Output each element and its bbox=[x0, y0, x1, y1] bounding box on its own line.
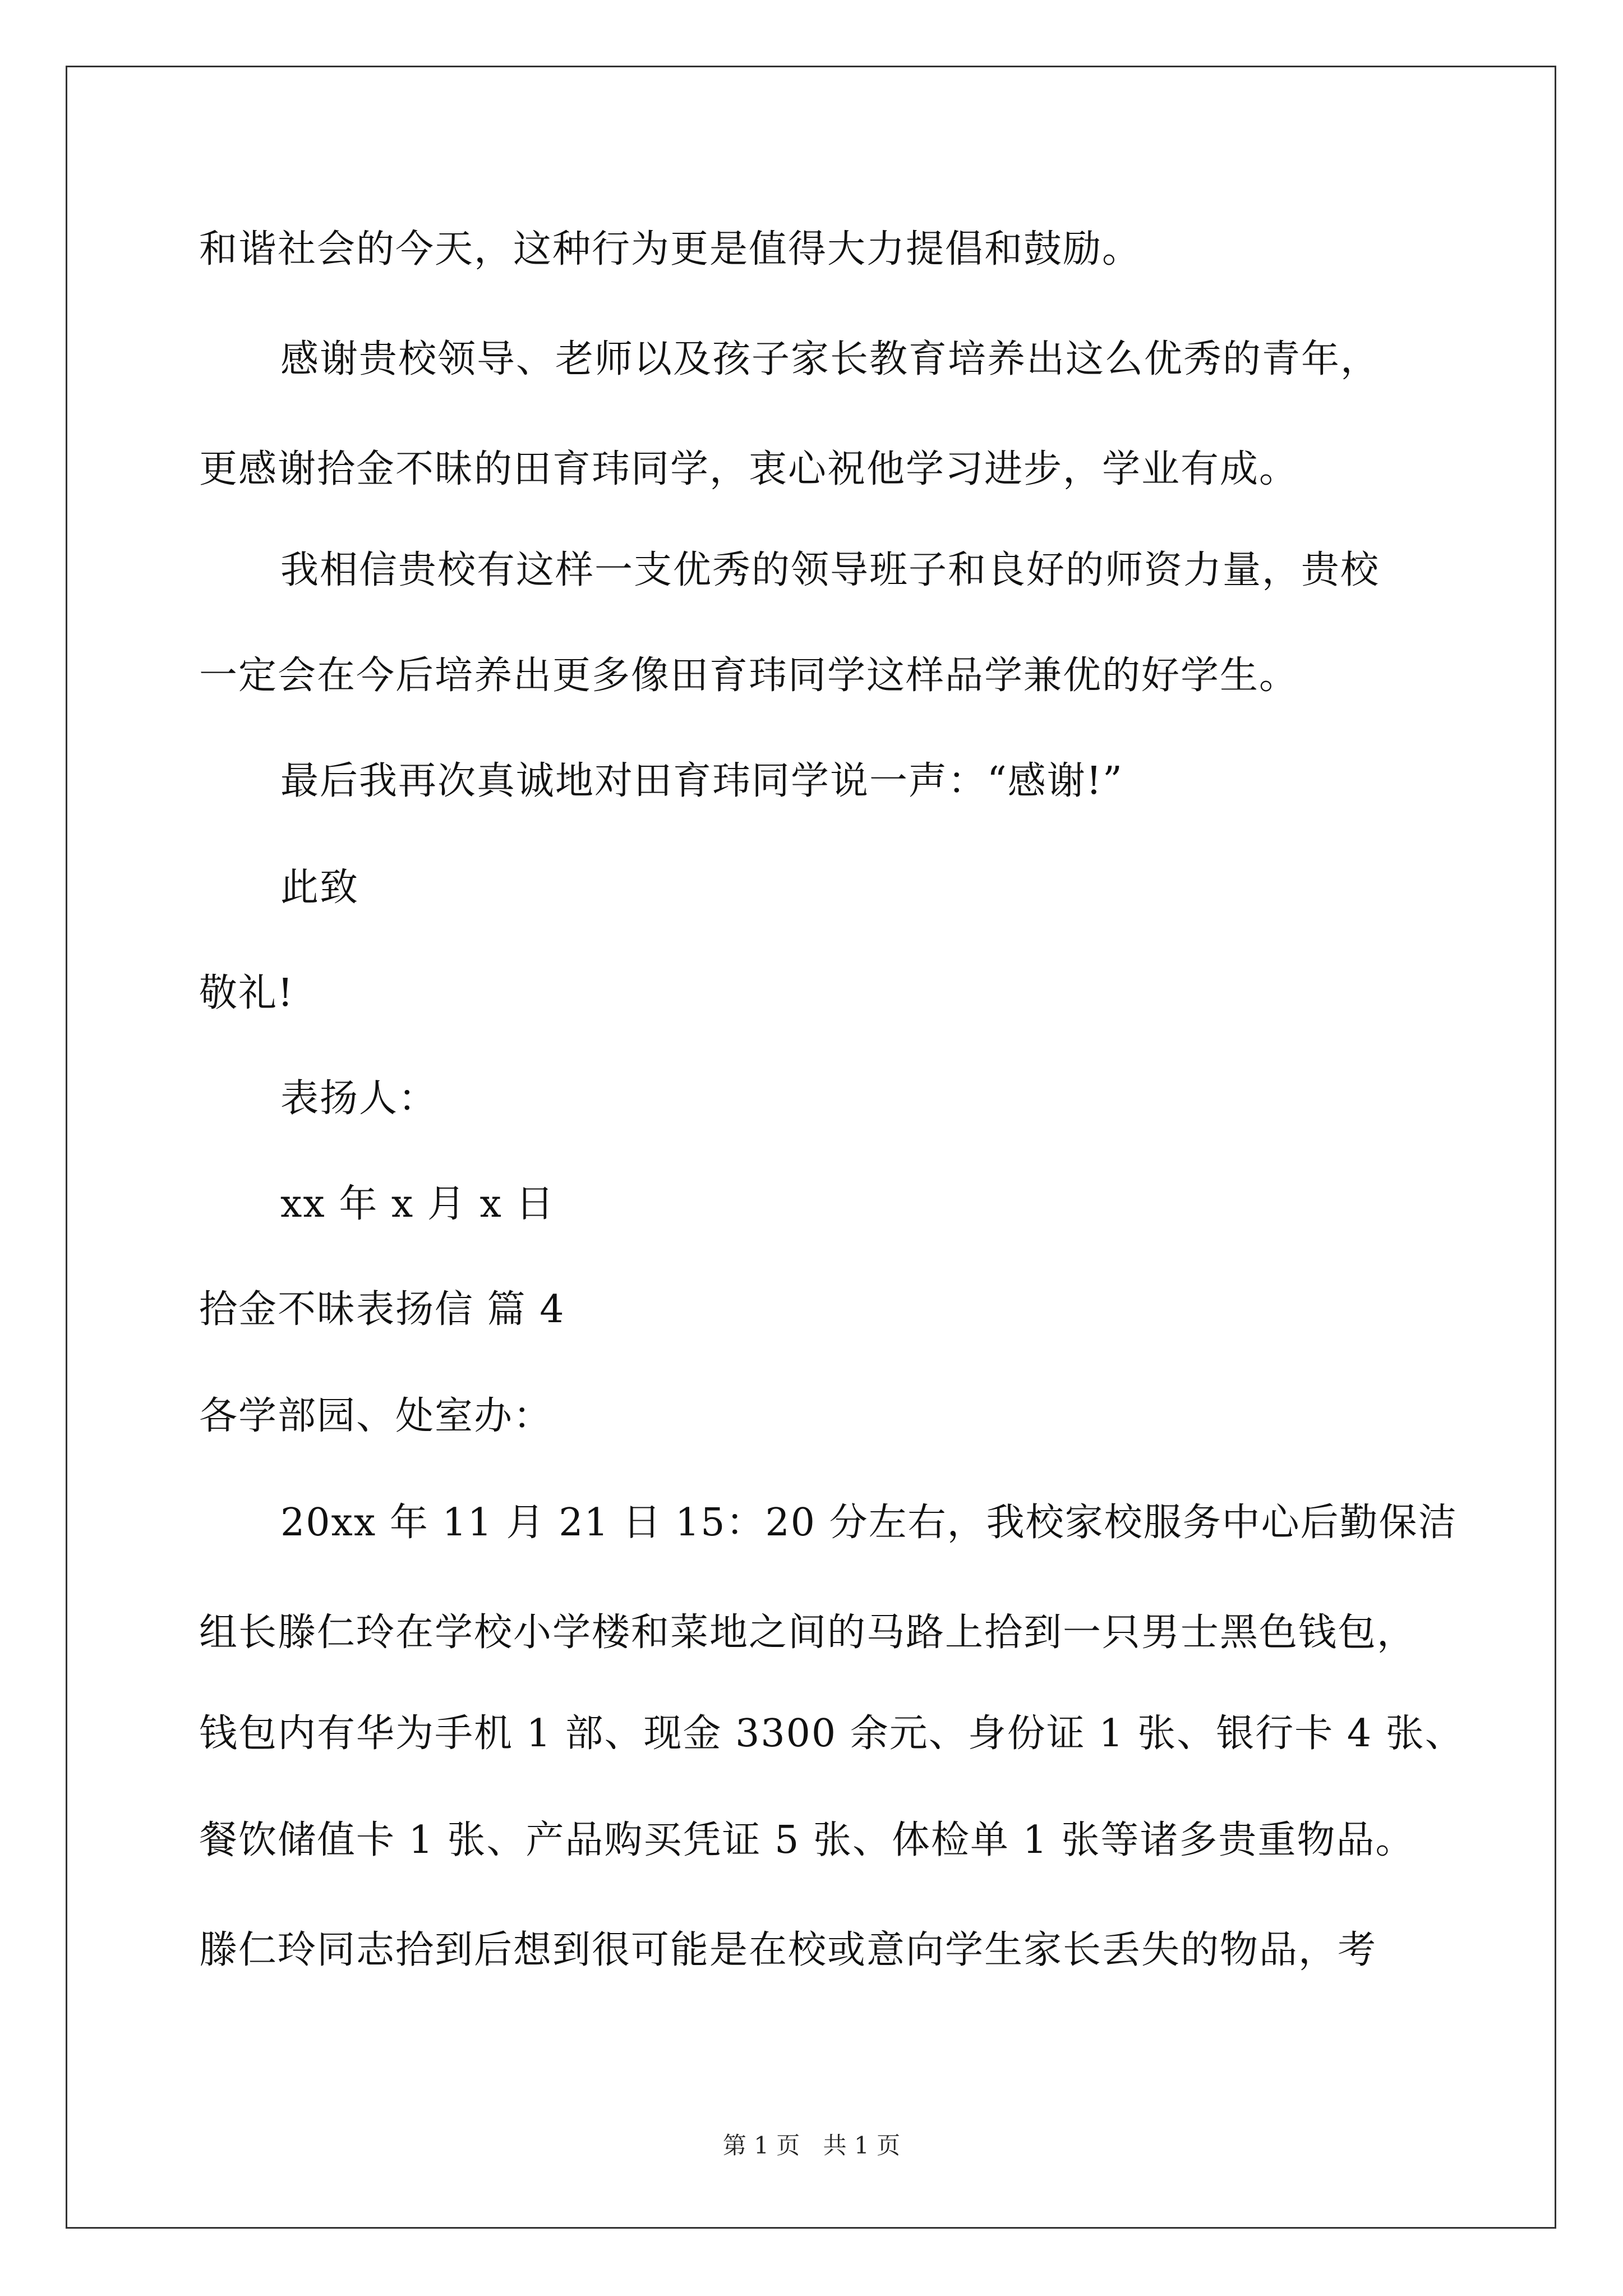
addressee: 各学部园、处室办： bbox=[199, 1394, 553, 1438]
closing-regards: 敬礼! bbox=[199, 971, 294, 1015]
page-number-total: 共 1 页 bbox=[823, 2132, 901, 2159]
body-line: 我相信贵校有这样一支优秀的领导班子和良好的师资力量，贵校 bbox=[280, 548, 1380, 592]
body-line: 感谢贵校领导、老师以及孩子家长教育培养出这么优秀的青年， bbox=[280, 337, 1380, 381]
body-line: 滕仁玲同志拾到后想到很可能是在校或意向学生家长丢失的物品，考 bbox=[199, 1928, 1377, 1972]
signature-date: xx 年 x 月 x 日 bbox=[280, 1182, 555, 1226]
page-footer bbox=[0, 2129, 1623, 2162]
page-border bbox=[66, 66, 1556, 2229]
section-heading: 拾金不昧表扬信 篇 4 bbox=[199, 1287, 565, 1332]
body-line: 餐饮储值卡 1 张、产品购买凭证 5 张、体检单 1 张等诸多贵重物品。 bbox=[199, 1818, 1415, 1862]
page-number-current: 第 1 页 bbox=[722, 2132, 800, 2159]
body-line: 更感谢拾金不昧的田育玮同学，衷心祝他学习进步，学业有成。 bbox=[199, 447, 1299, 491]
body-line: 钱包内有华为手机 1 部、现金 3300 余元、身份证 1 张、银行卡 4 张、 bbox=[199, 1711, 1464, 1756]
body-line: 一定会在今后培养出更多像田育玮同学这样品学兼优的好学生。 bbox=[199, 654, 1299, 698]
body-line: 和谐社会的今天，这种行为更是值得大力提倡和鼓励。 bbox=[199, 227, 1142, 272]
closing-salutation: 此致 bbox=[280, 866, 359, 910]
body-line: 组长滕仁玲在学校小学楼和菜地之间的马路上拾到一只男士黑色钱包， bbox=[199, 1611, 1417, 1655]
body-line: 最后我再次真诚地对田育玮同学说一声：“感谢!” bbox=[280, 759, 1123, 803]
body-line: 20xx 年 11 月 21 日 15：20 分左右，我校家校服务中心后勤保洁 bbox=[280, 1501, 1458, 1545]
signature-label: 表扬人： bbox=[280, 1076, 438, 1121]
